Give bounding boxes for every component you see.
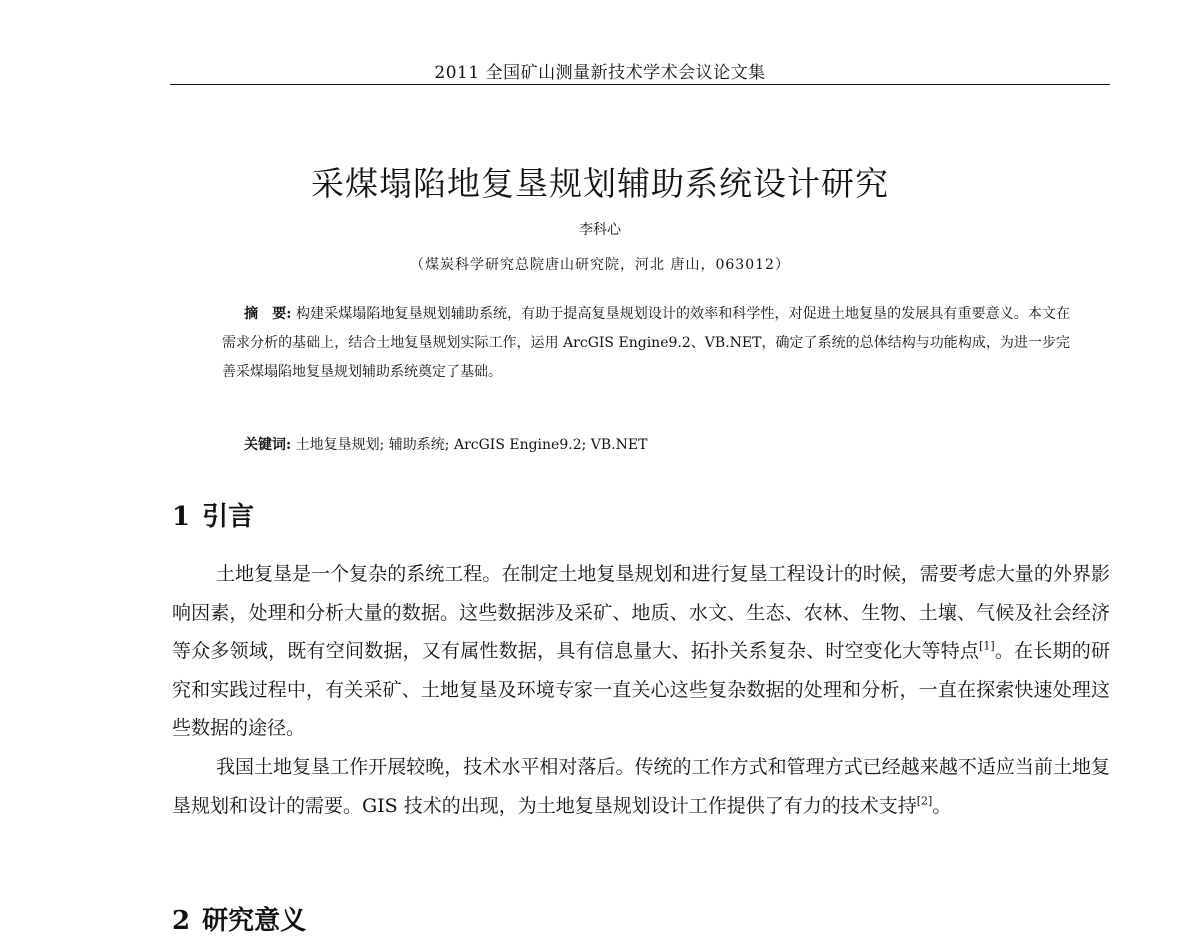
section-heading-2 [172,900,306,937]
section-title: 研究意义 [202,906,307,936]
citation: [2] [916,794,933,808]
section-number: 1 [172,502,191,532]
keywords-label: 关键词: [244,437,292,453]
citation: [1] [979,639,995,653]
paragraph-text: 。 [932,794,952,817]
paper-affiliation: （煤炭科学研究总院唐山研究院，河北 唐山，063012） [410,257,790,273]
paragraph-1 [172,555,1110,748]
header-rule [170,84,1110,85]
paragraph-text: 。在长期的研究和实践过程中，有关采矿、土地复垦及环境专家一直关心这些复杂数据的处理和分析，一直在探索快速处理这些数据的途径。 [172,640,1110,739]
abstract [222,300,1070,387]
section-number: 2 [172,906,191,936]
paragraph-text: 土地复垦是一个复杂的系统工程。在制定土地复垦规划和进行复垦工程设计的时候，需要考虑大量的外界影响因素，处理和分析大量的数据。这些数据涉及采矿、地质、水文、生态、农林、生物、土壤、气候及社会经济等众多领域，既有空间数据，又有属性数据，具有信息量大、拓扑关系复杂、时空变化大等特点 [172,563,1110,662]
keywords-text: 土地复垦规划; 辅助系统; ArcGIS Engine9.2; VB.NET [295,437,648,453]
paper-title: 采煤塌陷地复垦规划辅助系统设计研究 [311,164,889,203]
abstract-text: 构建采煤塌陷地复垦规划辅助系统，有助于提高复垦规划设计的效率和科学性，对促进土地复垦的发展具有重要意义。本文在需求分析的基础上，结合土地复垦规划实际工作，运用 ArcGIS Engine9.2、VB.NET，确定了系统的总体结构与功能构成，为进一步完善采煤塌陷地复垦规划辅助系统奠定了基础。 [222,306,1071,380]
paragraph-2 [172,748,1110,825]
paragraph-text: 我国土地复垦工作开展较晚，技术水平相对落后。传统的工作方式和管理方式已经越来越不适应当前土地复垦规划和设计的需要。GIS 技术的出现，为土地复垦规划设计工作提供了有力的技术支持 [172,756,1110,817]
keywords [222,434,1070,456]
running-header: 2011 全国矿山测量新技术学术会议论文集 [434,63,766,83]
section-title: 引言 [202,502,255,532]
section-heading-1 [172,496,254,533]
paper-author: 李科心 [579,222,621,238]
abstract-label: 摘 要: [244,306,292,322]
